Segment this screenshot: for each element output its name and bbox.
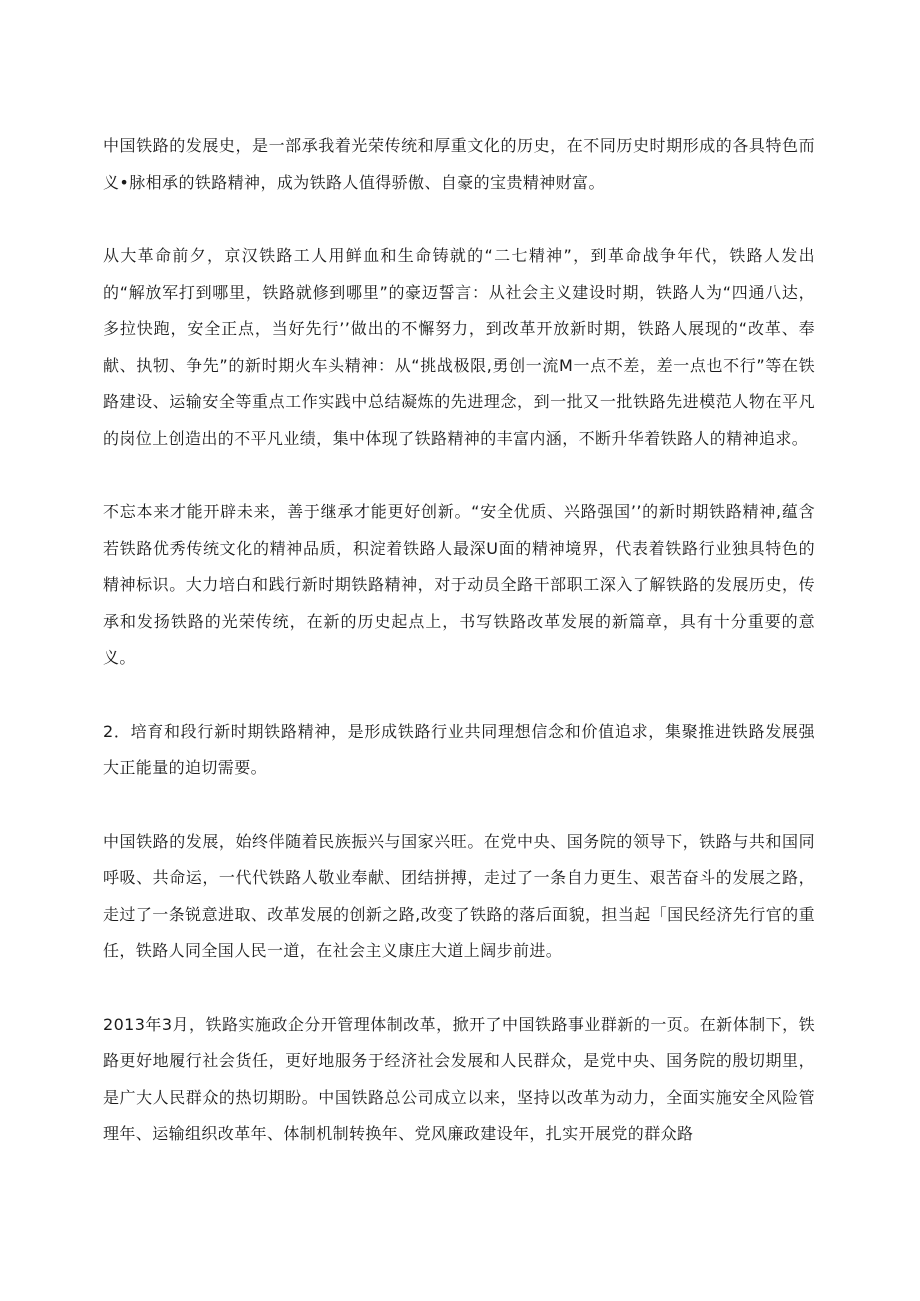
- paragraph-2013-reform: 2013年3月，铁路实施政企分开管理体制改革，掀开了中国铁路事业群新的一页。在新体制下，铁路更好地履行社会货任，更好地服务于经济社会发展和人民群众，是党中央、国务院的殷切期里，是广大人民群众的热切期盼。中国铁路总公司成立以来，坚持以改革为动力，全面实施安全风险管理年、运输组织改革年、体制机制转换年、党风廉政建设年，扎实开展党的群众路: [103, 1014, 815, 1143]
- paragraph-inheritance-innovation: 不忘本来才能开辟未来，善于继承才能更好创新。“安全优质、兴路强国’’的新时期铁路精神,蕴含若铁路优秀传统文化的精神品质，积淀着铁路人最深U面的精神境界，代表着铁路行业独具特色的精神标识。大力培白和践行新时期铁路精神，对于动员全路干部职工深入了解铁路的发展历史，传承和发扬铁路的光荣传统，在新的历史起点上，书写铁路改革发展的新篇章，具有十分重要的意义。: [103, 502, 815, 667]
- paragraph-history-overview: 中国铁路的发展史，是一部承我着光荣传统和厚重文化的历史，在不同历史时期形成的各具特色而义•脉相承的铁路精神，成为铁路人值得骄傲、自豪的宝贵精神财富。: [103, 136, 815, 192]
- paragraph-numbered-point-2: 2．培育和段行新时期铁路精神，是形成铁路行业共同理想信念和价值追求，集聚推进铁路发展强大正能量的迫切需要。: [103, 721, 815, 777]
- document-body: [103, 128, 815, 1153]
- paragraph-national-development: 中国铁路的发展，始终伴随着民族振兴与国家兴旺。在党中央、国务院的领导下，铁路与共和国同呼吸、共命运，一代代铁路人敬业奉献、团结拼搏，走过了一条自力更生、艰苦奋斗的发展之路，走过了一条锐意进取、改革发展的创新之路,改变了铁路的落后面貌，担当起「国民经济先行官的重任，铁路人同全国人民一道，在社会主义康庄大道上阔步前进。: [103, 831, 815, 960]
- paragraph-spirit-evolution: 从大革命前夕，京汉铁路工人用鲜血和生命铸就的“二七精神”，到革命战争年代，铁路人发出的“解放军打到哪里，铁路就修到哪里”的豪迈誓言：从社会主义建设时期，铁路人为“四通八达，多拉快跑，安全正点，当好先行’’做出的不懈努力，到改革开放新时期，铁路人展现的“改革、奉献、执牣、争先”的新时期火车头精神：从“挑战极限,勇创一流M一点不差，差一点也不行”等在铁路建设、运输安全等重点工作实践中总结凝炼的先进理念，到一批又一批铁路先进模范人物在平凡的岗位上创造出的不平凡业绩，集中体现了铁路精神的丰富内涵，不断升华着铁路人的精神追求。: [103, 246, 815, 448]
